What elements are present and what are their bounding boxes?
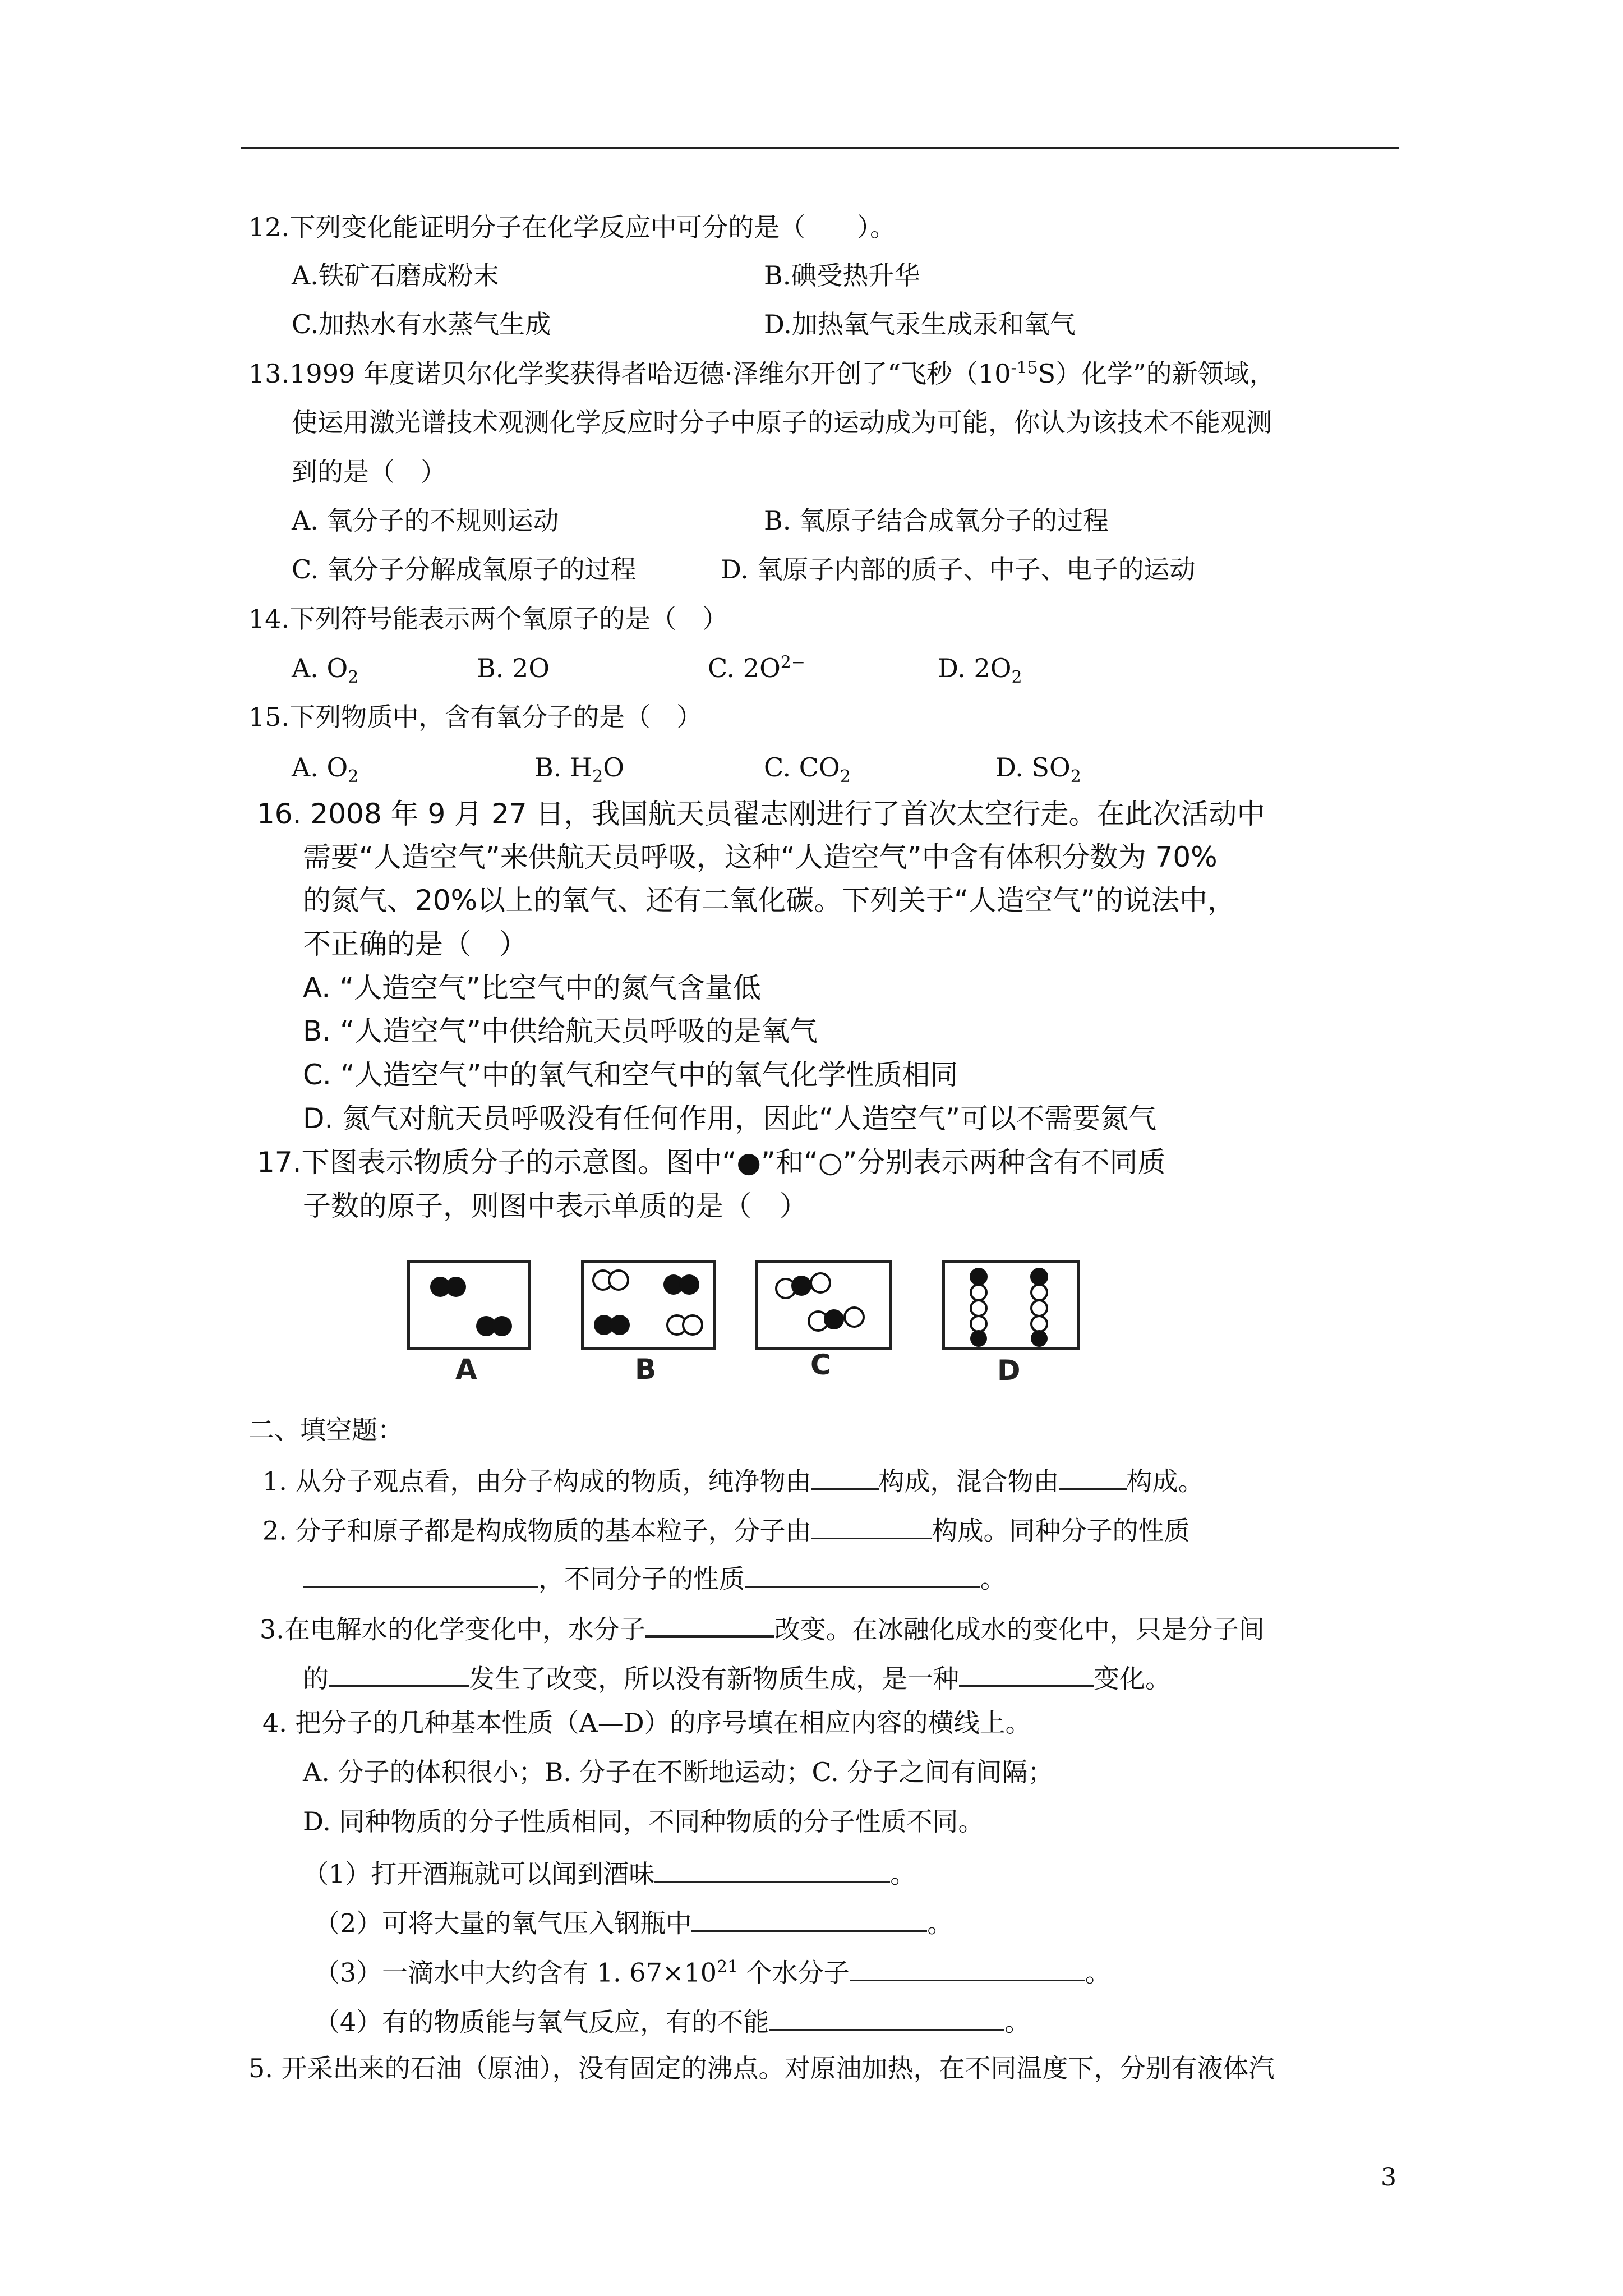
panel-b-label: B <box>635 1353 657 1386</box>
fill-q3-line2: 的 发生了改变，所以没有新物质生成，是一种 变化。 <box>303 1662 1171 1691</box>
q14-option-b: B. 2O <box>477 653 550 683</box>
q14-option-c: C. $2O^{2-}$ <box>708 652 805 683</box>
q12-option-c: C.加热水有水蒸气生成 <box>292 309 551 339</box>
fill-q3-blank-1[interactable] <box>645 1612 774 1638</box>
q13-option-a: A. 氧分子的不规则运动 <box>292 505 559 536</box>
q13-option-c: C. 氧分子分解成氧原子的过程 <box>292 554 637 585</box>
panel-c-molecules <box>758 1263 889 1347</box>
q13-stem-line1: 13.1999 年度诺贝尔化学奖获得者哈迈德·泽维尔开创了“飞秒$(10^{-15}S)$化学”的新领域， <box>248 358 1275 389</box>
panel-a <box>407 1260 531 1350</box>
panel-a-molecules <box>410 1263 528 1347</box>
fill-q4-blank-3[interactable] <box>850 1957 1085 1981</box>
fill-q4-item-4: （4）有的物质能与氧气反应，有的不能 。 <box>314 2007 1031 2037</box>
q14-stem: 14.下列符号能表示两个氧原子的是（ ） <box>248 604 728 634</box>
panel-c <box>755 1260 892 1350</box>
fill-q4-blank-4[interactable] <box>769 2006 1004 2031</box>
q16-option-d: D. 氮气对航天员呼吸没有任何作用，因此“人造空气”可以不需要氮气 <box>303 1102 1157 1135</box>
q16-option-c: C. “人造空气”中的氧气和空气中的氧气化学性质相同 <box>303 1059 958 1091</box>
fill-q5-line1: 5. 开采出来的石油（原油），没有固定的沸点。对原油加热，在不同温度下，分别有液体汽 <box>248 2053 1275 2083</box>
panel-d <box>942 1260 1080 1350</box>
fill-q2-line2: ，不同分子的性质 。 <box>303 1563 1006 1591</box>
q12-option-a: A.铁矿石磨成粉末 <box>292 260 499 291</box>
fill-q4-blank-1[interactable] <box>654 1858 890 1883</box>
q17-stem-line2: 子数的原子，则图中表示单质的是（ ） <box>303 1190 808 1222</box>
q15-option-b: B. $H_2O$ <box>534 752 624 787</box>
fill-q1-blank-2[interactable] <box>1059 1465 1127 1490</box>
q13-option-d: D. 氧原子内部的质子、中子、电子的运动 <box>721 554 1196 585</box>
fill-q4-item-3: （3）一滴水中大约含有 1. $67\times 10^{21}$ 个水分子 。 <box>314 1957 1111 1988</box>
fill-q2-blank-2[interactable] <box>303 1563 538 1588</box>
q12-option-d: D.加热氧气汞生成汞和氧气 <box>764 309 1076 339</box>
q16-stem-line1: 16. 2008 年 9 月 27 日，我国航天员翟志刚进行了首次太空行走。在此次活动中 <box>257 798 1265 830</box>
q13-stem-line3: 到的是（ ） <box>292 457 446 487</box>
section-title: 二、填空题： <box>248 1415 403 1445</box>
page-number: 3 <box>1381 2163 1396 2192</box>
panel-a-label: A <box>455 1353 477 1386</box>
q16-stem-line2: 需要“人造空气”来供航天员呼吸，这种“人造空气”中含有体积分数为 70% <box>303 841 1218 873</box>
q15-option-a: A. $O_2$ <box>292 752 359 787</box>
q15-option-c: C. $CO_2$ <box>764 752 851 787</box>
fill-q2-blank-3[interactable] <box>745 1563 980 1588</box>
fill-q4-options-line1: A. 分子的体积很小；B. 分子在不断地运动；C. 分子之间有间隔； <box>303 1757 1054 1787</box>
panel-d-molecules <box>945 1263 1077 1347</box>
q13-option-b: B. 氧原子结合成氧分子的过程 <box>764 505 1109 536</box>
fill-q3-blank-3[interactable] <box>959 1662 1094 1687</box>
fill-q3-blank-2[interactable] <box>329 1662 469 1687</box>
q15-option-d: D. $SO_2$ <box>995 752 1081 787</box>
fill-q1-blank-1[interactable] <box>811 1465 879 1490</box>
q16-stem-line4: 不正确的是（ ） <box>303 928 527 960</box>
q17-stem-line1: 17.下图表示物质分子的示意图。图中“●”和“○”分别表示两种含有不同质 <box>257 1146 1166 1179</box>
fill-q4-blank-2[interactable] <box>691 1907 927 1932</box>
fill-q4-item-2: （2）可将大量的氧气压入钢瓶中 。 <box>314 1908 953 1939</box>
q15-stem: 15.下列物质中，含有氧分子的是（ ） <box>248 702 703 732</box>
q16-option-b: B. “人造空气”中供给航天员呼吸的是氧气 <box>303 1015 818 1047</box>
q13-stem-line2: 使运用激光谱技术观测化学反应时分子中原子的运动成为可能，你认为该技术不能观测 <box>292 407 1272 438</box>
fill-q3-line1: 3.在电解水的化学变化中，水分子 改变。在冰融化成水的变化中，只是分子间 <box>260 1612 1265 1642</box>
panel-d-label: D <box>997 1354 1021 1387</box>
fill-q4-options-line2: D. 同种物质的分子性质相同，不同种物质的分子性质不同。 <box>303 1806 984 1837</box>
header-rule <box>241 147 1399 149</box>
fill-q2-blank-1[interactable] <box>811 1515 932 1539</box>
q16-option-a: A. “人造空气”比空气中的氮气含量低 <box>303 972 761 1004</box>
q14-option-a: A. $O_2$ <box>292 653 359 688</box>
fill-q1: 1. 从分子观点看，由分子构成的物质，纯净物由 构成，混合物由 构成。 <box>262 1466 1204 1497</box>
panel-c-label: C <box>810 1349 831 1381</box>
panel-b-molecules <box>584 1263 713 1347</box>
panel-b <box>581 1260 716 1350</box>
q14-option-d: D. $2O_2$ <box>938 653 1022 688</box>
fill-q4-item-1: （1）打开酒瓶就可以闻到酒味 。 <box>303 1858 916 1889</box>
q12-stem: 12.下列变化能证明分子在化学反应中可分的是（ ）。 <box>248 212 896 242</box>
q12-option-b: B.碘受热升华 <box>764 260 920 291</box>
fill-q4-stem: 4. 把分子的几种基本性质（A—D）的序号填在相应内容的横线上。 <box>262 1708 1031 1738</box>
fill-q2-line1: 2. 分子和原子都是构成物质的基本粒子，分子由 构成。同种分子的性质 <box>262 1515 1190 1546</box>
q16-stem-line3: 的氮气、20%以上的氧气、还有二氧化碳。下列关于“人造空气”的说法中， <box>303 884 1235 917</box>
